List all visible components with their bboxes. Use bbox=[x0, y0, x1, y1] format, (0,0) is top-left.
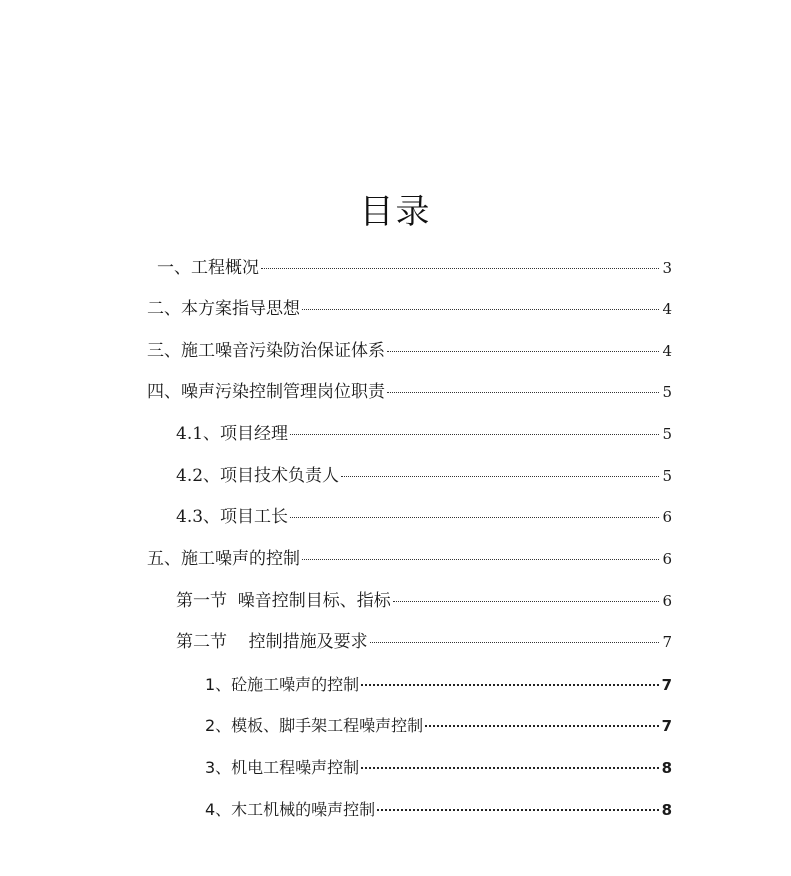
toc-entry[interactable] bbox=[205, 756, 672, 780]
toc-entry[interactable] bbox=[176, 589, 672, 613]
toc-entry-label: 二、本方案指导思想 bbox=[147, 299, 300, 319]
toc-leader bbox=[361, 683, 658, 686]
toc-entry-label: 4.1、项目经理 bbox=[176, 424, 289, 444]
toc-page-number: 7 bbox=[661, 676, 672, 694]
toc-entry[interactable] bbox=[157, 256, 672, 280]
toc-leader bbox=[261, 267, 659, 269]
toc-entry-label: 4、木工机械的噪声控制 bbox=[205, 800, 376, 819]
toc-entry[interactable] bbox=[147, 547, 672, 571]
toc-page-number: 6 bbox=[662, 592, 672, 610]
toc-entry-label: 一、工程概况 bbox=[157, 258, 259, 278]
toc-entry[interactable] bbox=[147, 380, 672, 404]
toc-entry-label: 第一节 噪音控制目标、指标 bbox=[176, 591, 391, 611]
toc-entry-label: 4.2、项目技术负责人 bbox=[176, 466, 340, 486]
toc-page-number: 4 bbox=[662, 300, 672, 318]
toc-entry[interactable] bbox=[176, 422, 672, 446]
toc-leader bbox=[387, 391, 659, 393]
page-title: 目录 bbox=[359, 192, 432, 232]
toc-page-number: 6 bbox=[662, 550, 672, 568]
toc-entry[interactable] bbox=[147, 339, 672, 363]
toc-entry[interactable] bbox=[176, 630, 672, 654]
toc-leader bbox=[302, 308, 659, 310]
toc-entry-label: 三、施工噪音污染防治保证体系 bbox=[147, 341, 385, 361]
toc-page-number: 3 bbox=[662, 259, 672, 277]
toc-page-number: 7 bbox=[662, 633, 672, 651]
toc-leader bbox=[361, 766, 658, 769]
toc-page-number: 5 bbox=[662, 383, 672, 401]
toc-leader bbox=[341, 475, 659, 477]
toc-page-number: 7 bbox=[661, 717, 672, 735]
toc-entry[interactable] bbox=[205, 714, 672, 738]
toc-entry-label: 1、砼施工噪声的控制 bbox=[205, 675, 360, 694]
toc-entry-label: 四、噪声污染控制管理岗位职责 bbox=[147, 382, 385, 402]
toc-leader bbox=[387, 350, 659, 352]
toc-entry[interactable] bbox=[205, 673, 672, 697]
toc-entry-label: 第二节 控制措施及要求 bbox=[176, 632, 368, 652]
toc-leader bbox=[393, 600, 660, 602]
toc-page-number: 8 bbox=[661, 801, 672, 819]
toc-page-number: 6 bbox=[662, 508, 672, 526]
toc-entry[interactable] bbox=[205, 798, 672, 822]
toc-entry-label: 五、施工噪声的控制 bbox=[147, 549, 300, 569]
toc-page-number: 8 bbox=[661, 759, 672, 777]
toc-entry[interactable] bbox=[176, 464, 672, 488]
toc-leader bbox=[290, 516, 659, 518]
toc-leader bbox=[425, 724, 658, 727]
toc-leader bbox=[377, 808, 658, 811]
toc-entry-label: 2、模板、脚手架工程噪声控制 bbox=[205, 716, 424, 735]
toc-entry[interactable] bbox=[176, 505, 672, 529]
toc-leader bbox=[290, 433, 659, 435]
toc-leader bbox=[370, 641, 660, 643]
toc-entry-label: 4.3、项目工长 bbox=[176, 507, 289, 527]
toc-page-number: 4 bbox=[662, 342, 672, 360]
toc-page-number: 5 bbox=[662, 467, 672, 485]
toc-page-number: 5 bbox=[662, 425, 672, 443]
toc-leader bbox=[302, 558, 659, 560]
toc-entry[interactable] bbox=[147, 297, 672, 321]
toc-entry-label: 3、机电工程噪声控制 bbox=[205, 758, 360, 777]
